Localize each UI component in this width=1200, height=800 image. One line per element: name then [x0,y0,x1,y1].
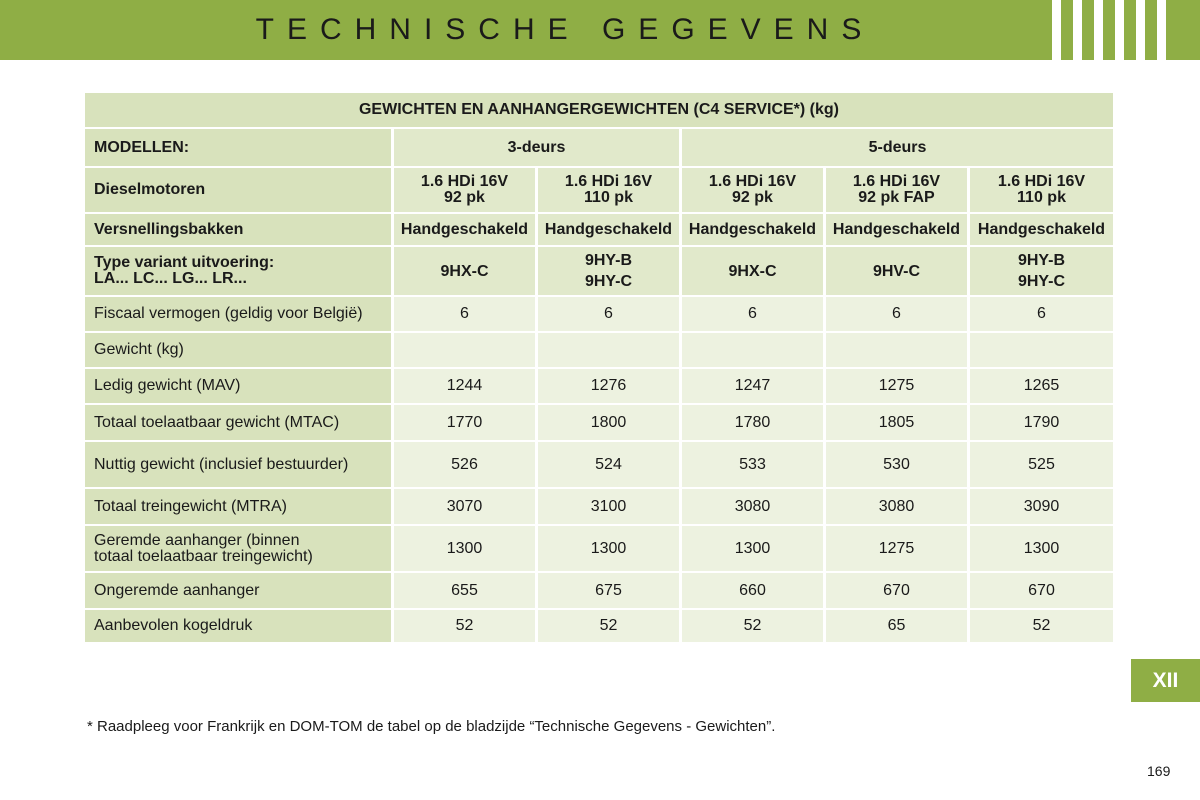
row-label [85,573,391,608]
row-label [85,610,391,642]
table-caption: GEWICHTEN EN AANHANGERGEWICHTEN (C4 SERVICE*) (kg) [85,93,1113,127]
table-row [85,526,1113,571]
cell-line: Type variant uitvoering: [94,254,275,271]
value-cell: 660 [682,573,823,608]
header-stripe [1073,0,1082,60]
value-cell: 1244 [394,369,535,403]
cell-line: Ledig gewicht (MAV) [94,377,241,394]
table-row [85,297,1113,331]
cell-line: 1.6 HDi 16V [420,173,509,190]
value-cell: 1800 [538,405,679,440]
gearbox-cell: Handgeschakeld [826,214,967,245]
cell-line: LA... LC... LG... LR... [94,270,247,287]
value-cell: 670 [970,573,1113,608]
cell-line: 1.6 HDi 16V [852,173,941,190]
cell-line: Totaal treingewicht (MTRA) [94,497,287,515]
models-label: MODELLEN: [85,129,391,166]
table-row [85,214,1113,245]
cell-line: 110 pk [1017,189,1066,206]
cell-line: 92 pk FAP [858,189,935,206]
value-cell: 6 [970,297,1113,331]
value-cell: 1300 [682,526,823,571]
value-cell: 52 [682,610,823,642]
cell-line: 1.6 HDi 16V [997,173,1086,190]
value-cell: 655 [394,573,535,608]
value-cell: 1275 [826,369,967,403]
page-title: TECHNISCHE GEGEVENS [255,13,875,46]
header-stripes [1052,0,1178,60]
cell-line: 92 pk [444,189,485,206]
variant-cell [538,247,679,295]
value-cell: 3080 [682,489,823,524]
table-row [85,333,1113,367]
value-cell: 65 [826,610,967,642]
value-cell [826,333,967,367]
engine-cell [538,168,679,212]
weights-table [82,91,1116,644]
group-header: 5-deurs [682,129,1113,166]
group-header: 3-deurs [394,129,679,166]
value-cell: 1300 [394,526,535,571]
cell-line: Nuttig gewicht (inclusief bestuurder) [94,455,349,473]
row-label [85,442,391,487]
variant-label [85,247,391,295]
section-tab: XII [1131,659,1200,702]
variant-cell [826,247,967,295]
engine-cell [394,168,535,212]
table-row [85,610,1113,642]
engine-cell [826,168,967,212]
value-cell: 3100 [538,489,679,524]
value-cell: 1805 [826,405,967,440]
table-row [85,489,1113,524]
variant-cell [682,247,823,295]
table-row [85,369,1113,403]
value-cell: 6 [682,297,823,331]
cell-line: 9HY-C [1017,273,1066,290]
table-row [85,247,1113,295]
value-cell: 6 [826,297,967,331]
cell-line: Aanbevolen kogeldruk [94,617,253,634]
variant-cell [394,247,535,295]
value-cell: 1790 [970,405,1113,440]
table-row [85,129,1113,166]
gearbox-label: Versnellingsbakken [85,214,391,245]
value-cell: 1300 [970,526,1113,571]
row-label [85,369,391,403]
footnote: * Raadpleeg voor Frankrijk en DOM-TOM de tabel op de bladzijde “Technische Gegevens - Gewichten”. [87,718,776,735]
table-row [85,93,1113,127]
cell-line: 1.6 HDi 16V [708,173,797,190]
value-cell: 3070 [394,489,535,524]
value-cell: 670 [826,573,967,608]
value-cell [970,333,1113,367]
table-row [85,405,1113,440]
value-cell: 52 [970,610,1113,642]
value-cell: 526 [394,442,535,487]
header-stripe [1157,0,1166,60]
value-cell: 6 [394,297,535,331]
cell-line: 92 pk [732,189,773,206]
variant-cell [970,247,1113,295]
gearbox-cell: Handgeschakeld [394,214,535,245]
cell-line: Totaal toelaatbaar gewicht (MTAC) [94,413,340,431]
value-cell [682,333,823,367]
value-cell: 1770 [394,405,535,440]
row-label [85,297,391,331]
value-cell: 675 [538,573,679,608]
row-label [85,489,391,524]
cell-line: Geremde aanhanger (binnen [94,531,300,549]
row-label [85,333,391,367]
value-cell: 3090 [970,489,1113,524]
table-row [85,168,1113,212]
engine-cell [682,168,823,212]
row-label [85,526,391,571]
cell-line: 110 pk [584,189,633,206]
value-cell: 533 [682,442,823,487]
gearbox-cell: Handgeschakeld [970,214,1113,245]
cell-line: 9HY-B [1017,252,1066,269]
value-cell [538,333,679,367]
value-cell: 1780 [682,405,823,440]
value-cell: 52 [394,610,535,642]
header-stripe [1052,0,1061,60]
value-cell: 1247 [682,369,823,403]
value-cell: 525 [970,442,1113,487]
header-stripe [1094,0,1103,60]
cell-line: Gewicht (kg) [94,341,184,358]
engine-cell [970,168,1113,212]
cell-line: totaal toelaatbaar treingewicht) [94,547,313,565]
value-cell: 1276 [538,369,679,403]
engines-label: Dieselmotoren [85,168,391,212]
cell-line: 9HX-C [728,262,777,280]
header-stripe [1115,0,1124,60]
value-cell: 1265 [970,369,1113,403]
table-body [85,93,1113,642]
header-stripe [1136,0,1145,60]
value-cell: 6 [538,297,679,331]
cell-line: Ongeremde aanhanger [94,581,260,599]
gearbox-cell: Handgeschakeld [538,214,679,245]
value-cell: 3080 [826,489,967,524]
cell-line: 9HX-C [440,262,489,280]
value-cell: 524 [538,442,679,487]
page-number: 169 [1147,763,1171,779]
cell-line: 9HY-C [584,273,633,290]
row-label [85,405,391,440]
cell-line: Fiscaal vermogen (geldig voor België) [94,305,363,322]
value-cell: 1300 [538,526,679,571]
value-cell: 1275 [826,526,967,571]
value-cell: 52 [538,610,679,642]
cell-line: 9HY-B [584,252,633,269]
value-cell [394,333,535,367]
gearbox-cell: Handgeschakeld [682,214,823,245]
table-row [85,442,1113,487]
value-cell: 530 [826,442,967,487]
cell-line: 1.6 HDi 16V [564,173,653,190]
cell-line: 9HV-C [872,262,921,280]
table-row [85,573,1113,608]
